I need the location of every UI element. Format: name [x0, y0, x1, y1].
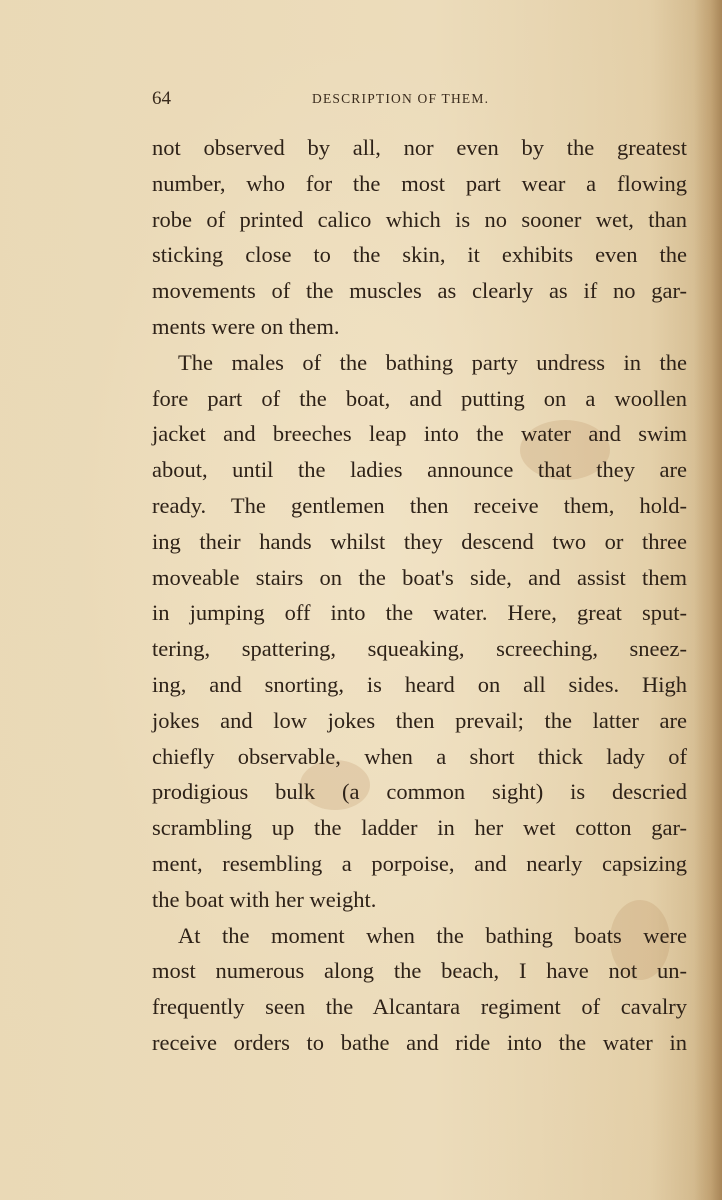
text-line: ment, resembling a porpoise, and nearly capsizing — [152, 850, 687, 876]
text-line: tering, spattering, squeaking, screeching, sneez- — [152, 636, 687, 662]
text-line: receive orders to bathe and ride into the water in — [152, 1029, 687, 1055]
text-line: fore part of the boat, and putting on a woollen — [152, 385, 687, 411]
page-header — [152, 88, 532, 112]
text-line: most numerous along the beach, I have not un- — [152, 958, 687, 984]
text-line: prodigious bulk (a common sight) is descried — [152, 779, 687, 805]
text-line: frequently seen the Alcantara regiment of cavalry — [152, 994, 687, 1020]
running-head: DESCRIPTION OF THEM. — [312, 91, 490, 106]
text-line: jacket and breeches leap into the water and swim — [152, 421, 687, 447]
text-line: number, who for the most part wear a flowing — [152, 170, 687, 196]
text-line: moveable stairs on the boat's side, and assist them — [152, 564, 687, 590]
text-line: movements of the muscles as clearly as if no gar- — [152, 278, 687, 304]
text-line: chiefly observable, when a short thick lady of — [152, 743, 687, 769]
text-line: sticking close to the skin, it exhibits even the — [152, 242, 687, 268]
text-line: scrambling up the ladder in her wet cotton gar- — [152, 815, 687, 841]
text-line: At the moment when the bathing boats were — [178, 922, 687, 948]
text-line: ing their hands whilst they descend two or three — [152, 528, 687, 554]
text-line: ments were on them. — [152, 313, 340, 339]
text-line: ing, and snorting, is heard on all sides. High — [152, 671, 687, 697]
text-line: about, until the ladies announce that they are — [152, 457, 687, 483]
text-line: in jumping off into the water. Here, great sput- — [152, 600, 687, 626]
page-number: 64 — [152, 88, 171, 109]
text-line: The males of the bathing party undress in the — [178, 349, 687, 375]
page-edge-stain — [694, 0, 722, 1200]
text-line: jokes and low jokes then prevail; the latter are — [152, 707, 687, 733]
body-text — [152, 130, 687, 1061]
text-line: the boat with her weight. — [152, 886, 377, 912]
text-line: not observed by all, nor even by the greatest — [152, 135, 687, 160]
text-line: robe of printed calico which is no sooner wet, than — [152, 206, 687, 232]
text-line: ready. The gentlemen then receive them, hold- — [152, 492, 687, 518]
